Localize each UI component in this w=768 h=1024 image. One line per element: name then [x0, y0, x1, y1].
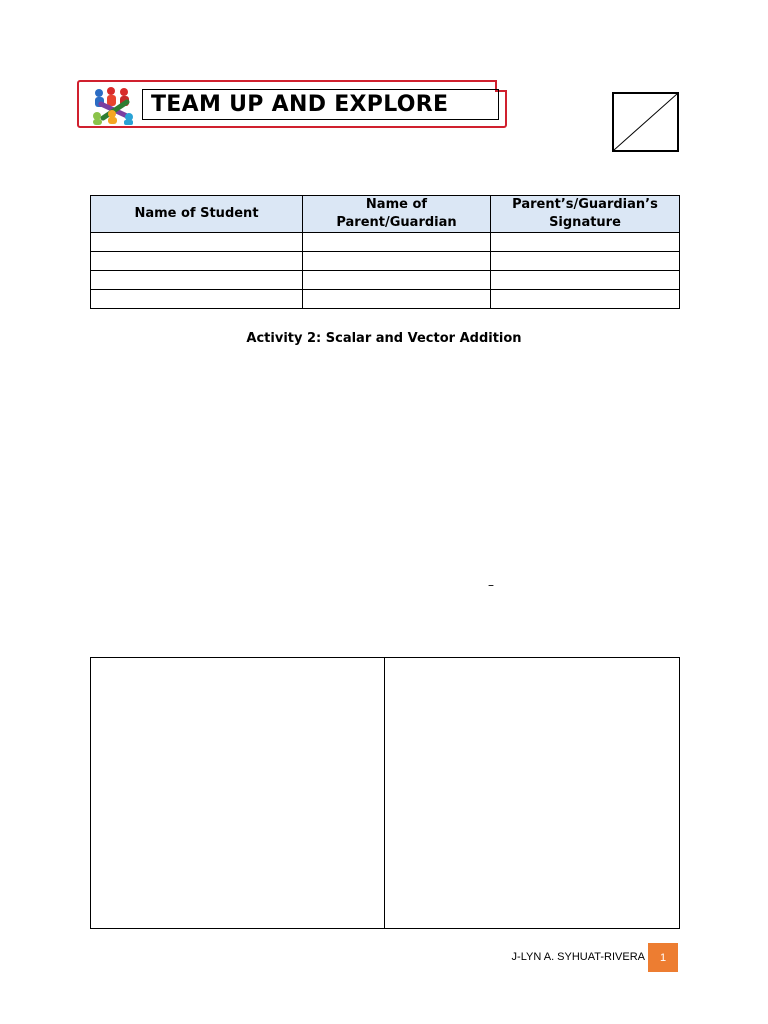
table-row — [91, 290, 680, 309]
parent-name-cell[interactable] — [303, 271, 491, 290]
column-header-parent: Name of Parent/Guardian — [303, 196, 491, 233]
student-name-cell[interactable] — [91, 252, 303, 271]
parent-name-cell[interactable] — [303, 252, 491, 271]
activity-heading: Activity 2: Scalar and Vector Addition — [246, 331, 522, 346]
table-row — [91, 233, 680, 252]
student-name-cell[interactable] — [91, 233, 303, 252]
column-header-signature: Parent’s/Guardian’s Signature — [491, 196, 680, 233]
answer-box-right[interactable] — [385, 658, 680, 929]
table-row — [91, 271, 680, 290]
signature-cell[interactable] — [491, 252, 680, 271]
answer-row — [91, 658, 680, 929]
answer-box-left[interactable] — [91, 658, 385, 929]
signature-cell[interactable] — [491, 271, 680, 290]
column-header-student: Name of Student — [91, 196, 303, 233]
signature-cell[interactable] — [491, 233, 680, 252]
answer-table — [90, 657, 680, 929]
score-box — [612, 92, 679, 152]
parent-name-cell[interactable] — [303, 233, 491, 252]
team-logo-icon — [91, 86, 137, 126]
student-parent-table — [90, 195, 680, 309]
page-title: TEAM UP AND EXPLORE — [142, 89, 499, 120]
footer-author: J-LYN A. SYHUAT-RIVERA — [511, 951, 645, 963]
table-row — [91, 252, 680, 271]
signature-cell[interactable] — [491, 290, 680, 309]
parent-name-cell[interactable] — [303, 290, 491, 309]
page-number-badge: 1 — [648, 943, 678, 972]
student-name-cell[interactable] — [91, 290, 303, 309]
student-name-cell[interactable] — [91, 271, 303, 290]
table-header-row — [91, 196, 680, 233]
dash-mark: – — [488, 578, 494, 592]
header-banner — [77, 80, 507, 128]
